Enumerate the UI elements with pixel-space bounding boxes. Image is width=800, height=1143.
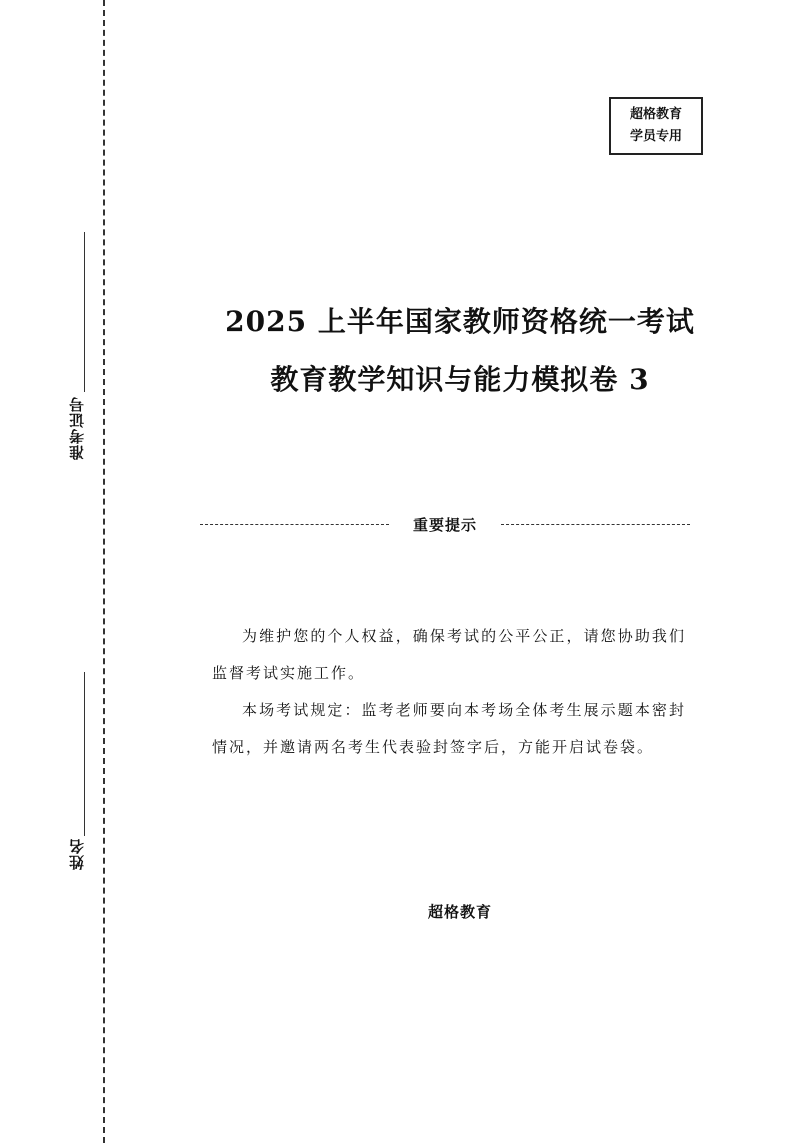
notice-header bbox=[200, 512, 690, 536]
binding-dashed-line bbox=[103, 0, 105, 1143]
notice-header-right-rule bbox=[501, 524, 690, 525]
exam-number-field bbox=[66, 232, 90, 464]
notice-header-label: 重要提示 bbox=[413, 515, 478, 534]
notice-header-left-rule bbox=[200, 524, 389, 525]
student-use-stamp bbox=[609, 97, 703, 155]
exam-subtitle: 教育教学知识与能力模拟卷 3 bbox=[270, 363, 650, 396]
candidate-name-underline bbox=[84, 672, 85, 836]
stamp-line-2: 学员专用 bbox=[629, 129, 682, 144]
notice-body bbox=[212, 618, 686, 766]
exam-number-underline bbox=[84, 232, 85, 392]
notice-paragraph: 本场考试规定：监考老师要向本考场全体考生展示题本密封情况，并邀请两名考生代表验封签字后，方能开启试卷袋。 bbox=[212, 701, 686, 756]
stamp-line-1: 超格教育 bbox=[629, 107, 682, 122]
candidate-name-label: 姓名 bbox=[68, 838, 86, 870]
candidate-name-field bbox=[66, 672, 90, 872]
exam-number-label: 准考证号 bbox=[68, 396, 86, 460]
organization-name: 超格教育 bbox=[427, 903, 492, 921]
notice-paragraph: 为维护您的个人权益，确保考试的公平公正，请您协助我们监督考试实施工作。 bbox=[212, 627, 686, 682]
exam-title: 2025 上半年国家教师资格统一考试 bbox=[225, 305, 695, 338]
